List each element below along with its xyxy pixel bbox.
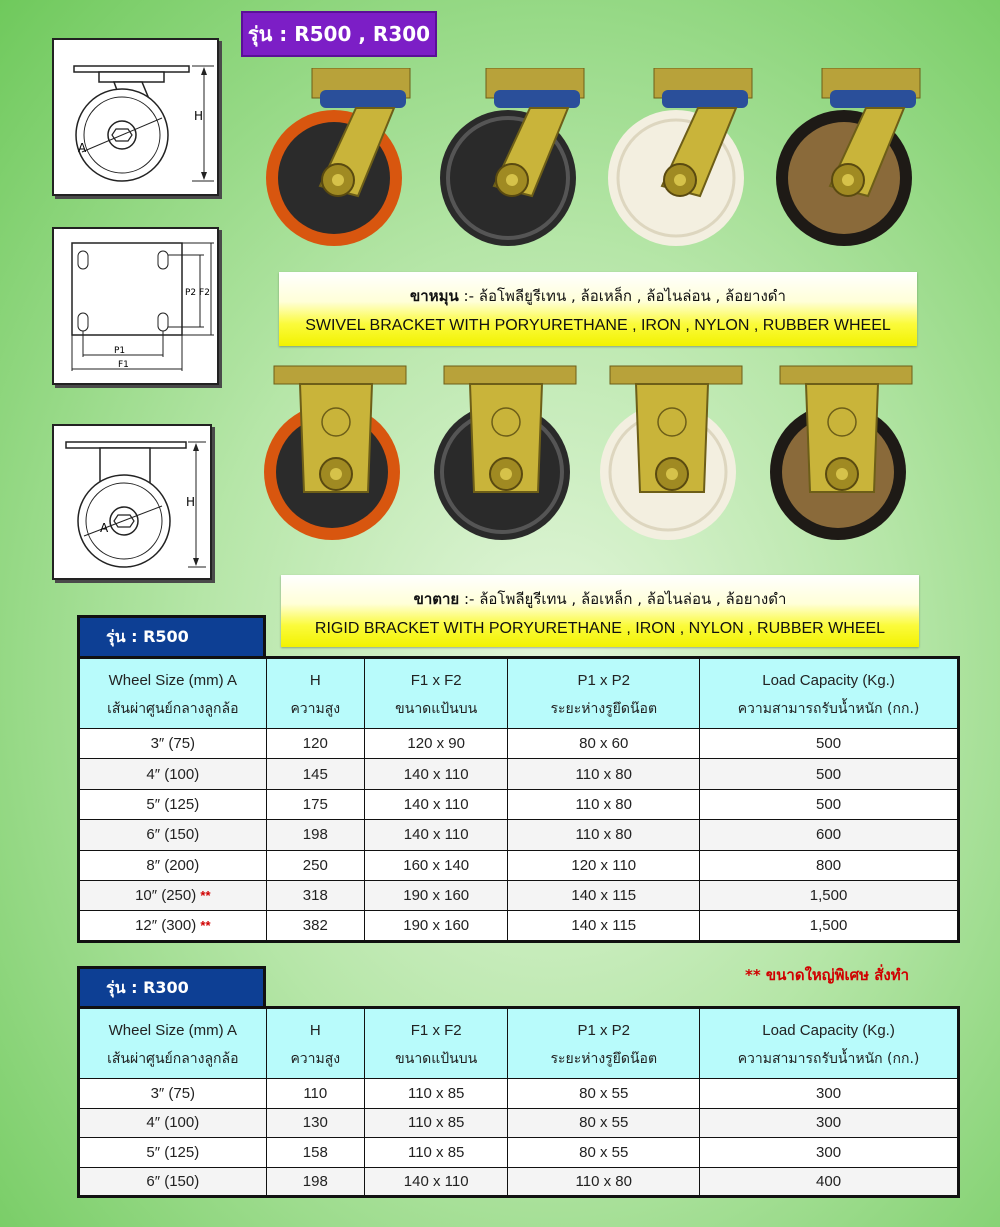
header-height: H ความสูง xyxy=(266,1008,364,1079)
swivel-nylon-caster-image xyxy=(604,68,764,248)
cell-bolt-spacing: 110 x 80 xyxy=(508,759,700,789)
table-header-row xyxy=(79,658,959,729)
swivel-caption-banner xyxy=(279,272,917,346)
cell-height: 198 xyxy=(266,1167,364,1197)
cell-bolt-spacing: 80 x 60 xyxy=(508,729,700,759)
header-wheel-size: Wheel Size (mm) A เส้นผ่าศูนย์กลางลูกล้อ xyxy=(79,1008,267,1079)
cell-load-capacity: 500 xyxy=(700,759,959,789)
header-bolt-spacing: P1 x P2 ระยะห่างรูยึดน๊อต xyxy=(508,658,700,729)
cell-load-capacity: 500 xyxy=(700,789,959,819)
cell-height: 382 xyxy=(266,911,364,941)
rigid-nylon-caster-image xyxy=(596,362,756,542)
rigid-dimension-diagram xyxy=(52,424,212,580)
cell-height: 198 xyxy=(266,820,364,850)
cell-wheel-size: 5″ (125) xyxy=(79,1138,267,1168)
table-row xyxy=(79,789,959,819)
cell-height: 110 xyxy=(266,1079,364,1109)
cell-wheel-size: 6″ (150) xyxy=(79,1167,267,1197)
cell-load-capacity: 600 xyxy=(700,820,959,850)
cell-bolt-spacing: 140 x 115 xyxy=(508,911,700,941)
header-plate-size: F1 x F2 ขนาดแป้นบน xyxy=(364,1008,507,1079)
table-row xyxy=(79,850,959,880)
table-row xyxy=(79,1108,959,1138)
rigid-caption-english: RIGID BRACKET WITH PORYURETHANE , IRON , NYLON , RUBBER WHEEL xyxy=(314,620,886,637)
cell-load-capacity: 500 xyxy=(700,729,959,759)
cell-wheel-size: 10″ (250) ** xyxy=(79,880,267,910)
cell-height: 175 xyxy=(266,789,364,819)
table-row xyxy=(79,1167,959,1197)
cell-plate-size: 110 x 85 xyxy=(364,1138,507,1168)
table-row xyxy=(79,729,959,759)
rigid-iron-caster-image xyxy=(430,362,590,542)
swivel-caption-thai: :- ล้อโพลียูรีเทน , ล้อเหล็ก , ล้อไนล่อน , ล้อยางดำ xyxy=(458,287,786,305)
header-load-capacity: Load Capacity (Kg.) ความสามารถรับน้ำหนัก (กก.) xyxy=(700,1008,959,1079)
cell-wheel-size: 8″ (200) xyxy=(79,850,267,880)
cell-load-capacity: 300 xyxy=(700,1138,959,1168)
cell-bolt-spacing: 80 x 55 xyxy=(508,1079,700,1109)
cell-height: 250 xyxy=(266,850,364,880)
cell-wheel-size: 5″ (125) xyxy=(79,789,267,819)
cell-plate-size: 140 x 110 xyxy=(364,759,507,789)
cell-height: 130 xyxy=(266,1108,364,1138)
table-row xyxy=(79,820,959,850)
table-row xyxy=(79,880,959,910)
cell-bolt-spacing: 80 x 55 xyxy=(508,1108,700,1138)
cell-load-capacity: 1,500 xyxy=(700,880,959,910)
dimension-a-label: A xyxy=(78,141,87,155)
rigid-caption-title: ขาตาย xyxy=(413,590,460,608)
header-bolt-spacing: P1 x P2 ระยะห่างรูยึดน๊อต xyxy=(508,1008,700,1079)
r300-table-title: รุ่น : R300 xyxy=(77,966,266,1008)
cell-height: 158 xyxy=(266,1138,364,1168)
header-height: H ความสูง xyxy=(266,658,364,729)
header-wheel-size: Wheel Size (mm) A เส้นผ่าศูนย์กลางลูกล้อ xyxy=(79,658,267,729)
cell-height: 145 xyxy=(266,759,364,789)
top-plate-diagram xyxy=(52,227,219,385)
header-load-capacity: Load Capacity (Kg.) ความสามารถรับน้ำหนัก (กก.) xyxy=(700,658,959,729)
cell-plate-size: 140 x 110 xyxy=(364,789,507,819)
swivel-iron-caster-image xyxy=(436,68,596,248)
dimension-f1-label: F1 xyxy=(118,360,129,370)
table-row xyxy=(79,1138,959,1168)
cell-load-capacity: 800 xyxy=(700,850,959,880)
cell-plate-size: 110 x 85 xyxy=(364,1108,507,1138)
table-row xyxy=(79,1079,959,1109)
cell-wheel-size: 3″ (75) xyxy=(79,1079,267,1109)
cell-plate-size: 160 x 140 xyxy=(364,850,507,880)
special-order-note: ** ขนาดใหญ่พิเศษ สั่งทำ xyxy=(745,966,910,984)
swivel-caption-title: ขาหมุน xyxy=(410,287,459,305)
cell-height: 120 xyxy=(266,729,364,759)
cell-bolt-spacing: 110 x 80 xyxy=(508,820,700,850)
cell-plate-size: 110 x 85 xyxy=(364,1079,507,1109)
cell-bolt-spacing: 120 x 110 xyxy=(508,850,700,880)
cell-bolt-spacing: 110 x 80 xyxy=(508,1167,700,1197)
cell-plate-size: 190 x 160 xyxy=(364,911,507,941)
special-size-marker: ** xyxy=(200,918,211,934)
model-badge: รุ่น : R500 , R300 xyxy=(241,11,437,57)
cell-plate-size: 190 x 160 xyxy=(364,880,507,910)
cell-load-capacity: 300 xyxy=(700,1108,959,1138)
rigid-caption-banner xyxy=(281,575,919,647)
cell-bolt-spacing: 140 x 115 xyxy=(508,880,700,910)
dimension-p1-label: P1 xyxy=(114,346,126,356)
cell-wheel-size: 12″ (300) ** xyxy=(79,911,267,941)
cell-wheel-size: 3″ (75) xyxy=(79,729,267,759)
rigid-polyurethane-caster-image xyxy=(260,362,420,542)
rigid-caption-thai: :- ล้อโพลียูรีเทน , ล้อเหล็ก , ล้อไนล่อน , ล้อยางดำ xyxy=(459,590,787,608)
cell-wheel-size: 4″ (100) xyxy=(79,759,267,789)
dimension-h-label: H xyxy=(194,109,204,123)
header-plate-size: F1 x F2 ขนาดแป้นบน xyxy=(364,658,507,729)
swivel-polyurethane-caster-image xyxy=(262,68,422,248)
cell-bolt-spacing: 110 x 80 xyxy=(508,789,700,819)
table-row xyxy=(79,759,959,789)
table-row xyxy=(79,911,959,941)
cell-wheel-size: 4″ (100) xyxy=(79,1108,267,1138)
cell-plate-size: 140 x 110 xyxy=(364,820,507,850)
cell-load-capacity: 400 xyxy=(700,1167,959,1197)
dimension-a-label: A xyxy=(100,521,109,535)
cell-plate-size: 140 x 110 xyxy=(364,1167,507,1197)
swivel-dimension-diagram xyxy=(52,38,219,196)
table-header-row xyxy=(79,1008,959,1079)
r500-spec-table xyxy=(77,656,960,943)
special-size-marker: ** xyxy=(200,888,211,904)
cell-load-capacity: 1,500 xyxy=(700,911,959,941)
cell-wheel-size: 6″ (150) xyxy=(79,820,267,850)
swivel-rubber-caster-image xyxy=(772,68,932,248)
rigid-rubber-caster-image xyxy=(766,362,926,542)
cell-height: 318 xyxy=(266,880,364,910)
swivel-caption-english: SWIVEL BRACKET WITH PORYURETHANE , IRON , NYLON , RUBBER WHEEL xyxy=(305,317,891,334)
cell-plate-size: 120 x 90 xyxy=(364,729,507,759)
cell-load-capacity: 300 xyxy=(700,1079,959,1109)
r500-table-title: รุ่น : R500 xyxy=(77,615,266,657)
dimension-h-label: H xyxy=(186,495,196,509)
dimension-p2f2-label: P2 F2 xyxy=(185,288,210,298)
cell-bolt-spacing: 80 x 55 xyxy=(508,1138,700,1168)
r300-spec-table xyxy=(77,1006,960,1198)
